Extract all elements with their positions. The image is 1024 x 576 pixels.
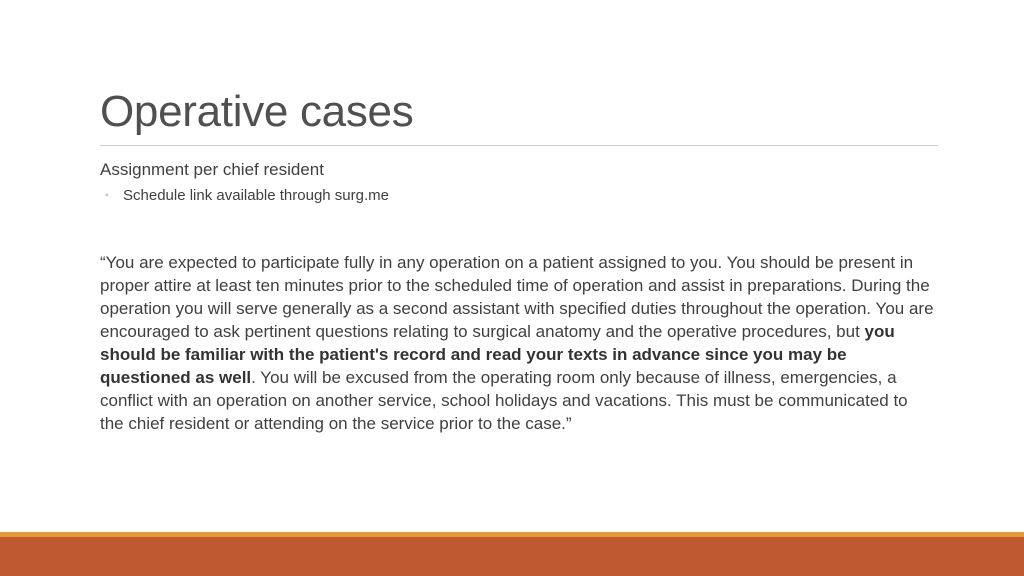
circle-bullet-icon: ◦ — [105, 190, 109, 201]
quote-bold-text: you should be familiar with the patient's record and read your texts in advance since you may be questioned as well — [100, 322, 895, 387]
slide-title: Operative cases — [100, 87, 414, 136]
quote-text-end: . You will be excused from the operating room only because of illness, emergencies, a conflict with an operation on another service, school holidays and vacations. This must be communicated to the chief resident or attending on the service prior to the case.” — [100, 368, 908, 433]
footer-bar — [0, 537, 1024, 576]
sub-bullet-schedule — [105, 186, 389, 206]
title-divider — [100, 145, 938, 146]
bullet-assignment: Assignment per chief resident — [100, 160, 324, 179]
quote-paragraph — [100, 251, 935, 435]
quote-text-start: “You are expected to participate fully in any operation on a patient assigned to you. You should be present in proper attire at least ten minutes prior to the scheduled time of operation and assist in preparations. During the operation you will serve generally as a second assistant with specified duties throughout the operation. You are encouraged to ask pertinent questions relating to surgical anatomy and the operative procedures, but — [100, 253, 934, 341]
sub-bullet-text: Schedule link available through surg.me — [123, 187, 389, 204]
